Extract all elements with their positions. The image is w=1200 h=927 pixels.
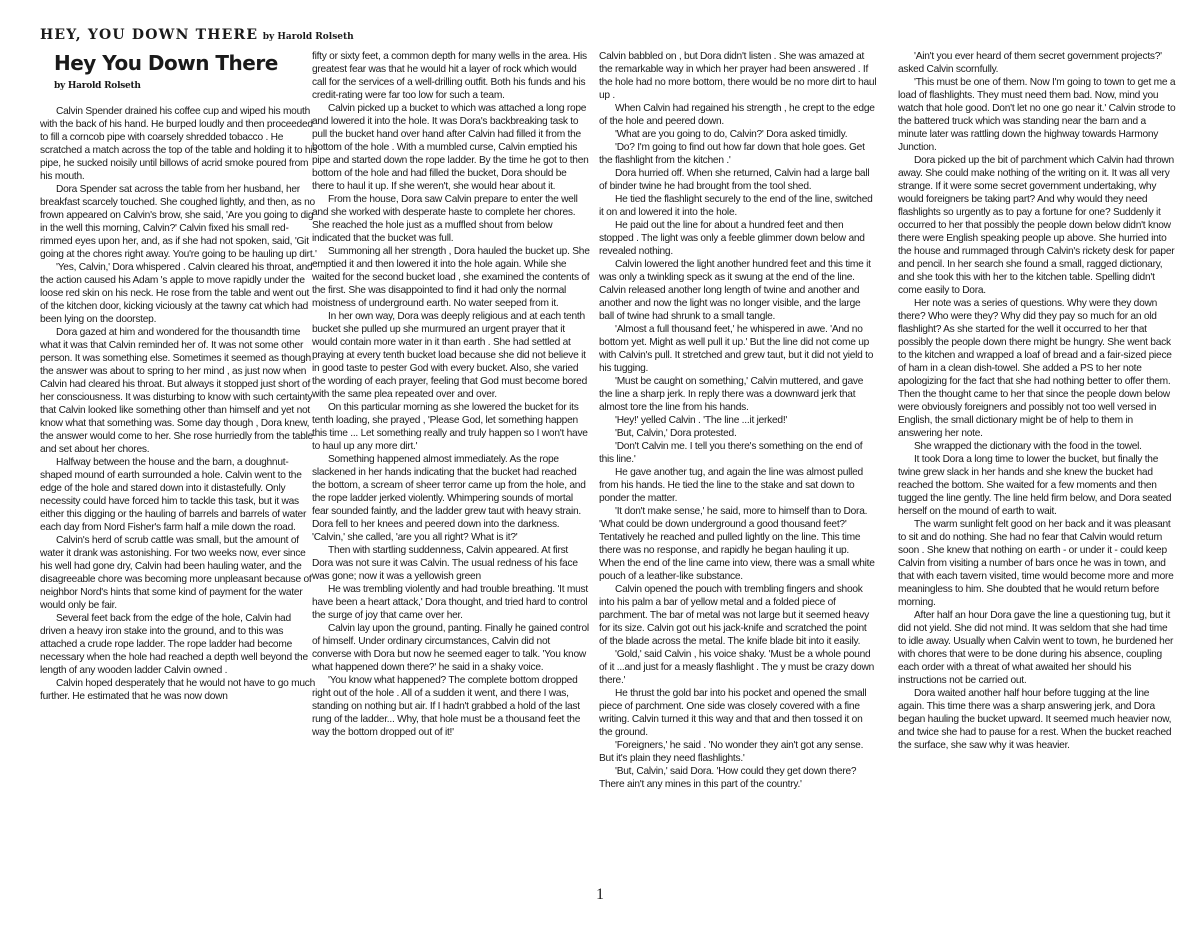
paragraph: Dora Spender sat across the table from her husband, her breakfast scarcely touched. She coughed lightly, and then, as no frown appeared on Calvin's brow, she said, 'Are you going to dig in the well this morning, Calvin?' Calvin fixed his small red-rimmed eyes upon her, and, as if she had not spoken, said, 'Git going at the chores right away. You're going to be hauling up dirt.' xyxy=(40,184,317,260)
paragraph: Halfway between the house and the barn, a doughnut-shaped mound of earth surrounded a hole. Calvin went to the edge of the hole and stared down into it distastefully. Only necessity could have forced him to tackle this task, but it was either this digging or the hauling of barrels and barrels of water each day from Nord Fisher's farm half a mile down the road. xyxy=(40,457,307,533)
paragraph: He tied the flashlight securely to the end of the line, switched it on and lowered it into the hole. xyxy=(599,194,873,218)
paragraph: 'But, Calvin,' Dora protested. xyxy=(615,428,737,439)
story-byline: by Harold Rolseth xyxy=(54,81,141,91)
paragraph: Calvin Spender drained his coffee cup and wiped his mouth with the back of his hand. He burped loudly and then proceeded to fill a corncob pipe with coarsely shredded tobacco . He scratched a match across the top of the table and holding it to his pipe, he sucked noisily until billows of acrid smoke poured from his mouth. xyxy=(40,106,318,182)
paragraph: Calvin hoped desperately that he would not have to go much further. He estimated that he was now down xyxy=(40,678,316,702)
paragraph: It took Dora a long time to lower the bucket, but finally the twine grew slack in her hands and she knew the bucket had reached the bottom. She waited for a few moments and then tugged the line gently. The line held firm below, and Dora seated herself on the mound of earth to wait. xyxy=(898,454,1172,517)
paragraph: From the house, Dora saw Calvin prepare to enter the well and she worked with desperate haste to complete her chores. She reached the hole just as a muffled shout from below indicated that the bucket was full. xyxy=(312,194,578,244)
paragraph: 'This must be one of them. Now I'm going to town to get me a load of flashlights. They must need them bad. Now, mind you watch that hole good. Don't let no one go near it.' Calvin strode to the battered truck which was standing near the barn and a minute later was rattling down the highway towards Harmony Junction. xyxy=(898,77,1176,153)
paragraph: He paid out the line for about a hundred feet and then stopped . The light was only a feeble glimmer down below and revealed nothing. xyxy=(599,220,865,257)
paragraph: The warm sunlight felt good on her back and it was pleasant to sit and do nothing. She had no fear that Calvin would return soon . She knew that nothing on earth - or under it - could keep Calvin from visiting a number of bars once he was in town, and that with each tavern visited, time would become more and more meaningless to him. She doubted that he would return before morning. xyxy=(898,519,1174,608)
paragraph: 'You know what happened? The complete bottom dropped right out of the hole . All of a sudden it went, and there I was, standing on nothing but air. If I hadn't grabbed a hold of the last rung of the ladder... Why, that hole must be a thousand feet the way the bottom dropped out of it!' xyxy=(312,675,581,738)
paragraph: Then with startling suddenness, Calvin appeared. At first Dora was not sure it was Calvin. The usual redness of his face was gone; now it was a yellowish green xyxy=(312,545,578,582)
paragraph: Calvin opened the pouch with trembling fingers and shook into his palm a bar of yellow metal and a folded piece of parchment. The bar of metal was not large but it seemed heavy for its size. Calvin got out his jack-knife and scratched the point of the blade across the metal. The knife blade bit into it easily. xyxy=(599,584,869,647)
paragraph: She wrapped the dictionary with the food in the towel. xyxy=(914,441,1142,452)
paragraph: 'Don't Calvin me. I tell you there's something on the end of this line.' xyxy=(599,441,863,465)
paragraph: He was trembling violently and had trouble breathing. 'It must have been a heart attack,' Dora thought, and tried hard to control the surge of joy that came over her. xyxy=(312,584,588,621)
paragraph: 'Foreigners,' he said . 'No wonder they ain't got any sense. But it's plain they need flashlights.' xyxy=(599,740,864,764)
paragraph: 'Ain't you ever heard of them secret government projects?' asked Calvin scornfully. xyxy=(898,51,1162,75)
paragraph: Calvin babbled on , but Dora didn't listen . She was amazed at the remarkable way in which her prayer had been answered . If the hole had no more bottom, there would be no more dirt to haul up . xyxy=(599,51,877,101)
paragraph: When Calvin had regained his strength , he crept to the edge of the hole and peered down. xyxy=(599,103,875,127)
story-title: Hey You Down There xyxy=(54,51,278,75)
column-2-body xyxy=(312,50,590,739)
paragraph: Dora picked up the bit of parchment which Calvin had thrown away. She could make nothing of the writing on it. It was all very strange. If it were some secret government undertaking, why would foreigners be taking part? And why would they need flashlights so urgently as to pay a fortune for one? Suddenly it occurred to her that possibly the people down below didn't know there were English speaking people up above. She hurried into the house and rummaged through Calvin's rickety desk for paper and pencil. In her search she found a small, ragged dictionary, and she took this with her to the kitchen table. Spelling didn't come easily to Dora. xyxy=(898,155,1175,296)
column-4-body xyxy=(898,50,1176,752)
paragraph: On this particular morning as she lowered the bucket for its tenth loading, she prayed , 'Please God, let something happen this time ... Let something really and truly happen so I won't have to haul up any more dirt.' xyxy=(312,402,588,452)
paragraph: Calvin picked up a bucket to which was attached a long rope and lowered it into the hole. It was Dora's backbreaking task to pull the bucket hand over hand after Calvin had filled it from the bottom of the hole . With a mumbled curse, Calvin emptied his pipe and started down the rope ladder. By the time he got to then bottom of the hole and had filled the bucket, Dora should be there to haul it up. If she weren't, she would hear about it. xyxy=(312,103,589,192)
paragraph: 'But, Calvin,' said Dora. 'How could they get down there? There ain't any mines in this part of the country.' xyxy=(599,766,857,790)
paragraph: After half an hour Dora gave the line a questioning tug, but it did not yield. She did not mind. It was seldom that she had time to idle away. Usually when Calvin went to town, he burdened her with chores that were to be done during his absence, coupling each order with a threat of what awaited her should his instructions not be carried out. xyxy=(898,610,1174,686)
paragraph: Several feet back from the edge of the hole, Calvin had driven a heavy iron stake into the ground, and to this was attached a crude rope ladder. The rope ladder had become necessary when the hole had reached a depth well beyond the length of any wooden ladder Calvin owned . xyxy=(40,613,308,676)
paragraph: He gave another tug, and again the line was almost pulled from his hands. He tied the line to the stake and sat down to ponder the matter. xyxy=(599,467,863,504)
column-3-body xyxy=(599,50,877,791)
paragraph: Dora hurried off. When she returned, Calvin had a large ball of binder twine he had brought from the tool shed. xyxy=(599,168,870,192)
paragraph: fifty or sixty feet, a common depth for many wells in the area. His greatest fear was that he would hit a layer of rock which would call for the services of a well-drilling outfit. Both his funds and his credit-rating were far too low for such a team. xyxy=(312,51,587,101)
paragraph: Calvin lowered the light another hundred feet and this time it was only a twinkling speck as it swung at the end of the line. Calvin released another long length of twine and another and another and now the light was no longer visible, and the large ball of twine had shrunk to a small tangle. xyxy=(599,259,871,322)
column-1-body xyxy=(40,105,318,703)
paragraph: Something happened almost immediately. As the rope slackened in her hands indicating that the bucket had reached the bottom, a scream of sheer terror came up from the hole, and the rope ladder jerked violently. Whimpering sounds of mortal fear sounded faintly, and the ladder grew taut with heavy strain. Dora fell to her knees and peered down into the darkness. 'Calvin,' she called, 'are you all right? What is it?' xyxy=(312,454,586,543)
paragraph: Dora waited another half hour before tugging at the line again. This time there was a sharp answering jerk, and Dora began hauling the bucket upward. It seemed much heavier now, and twice she had to pause for a rest. When the bucket reached the surface, she saw why it was heavier. xyxy=(898,688,1172,751)
running-head xyxy=(40,26,354,44)
paragraph: Dora gazed at him and wondered for the thousandth time what it was that Calvin reminded her of. It was not some other person. It was something else. Sometimes it seemed as though the answer was about to spring to her mind , as just now when Calvin had cleared his throat. But always it stopped just short of her consciousness. It was disturbing to know with such certainty that Calvin looked like something other than himself and yet not know what that something was. Some day though , Dora knew, the answer would come to her. She rose hurriedly from the table and set about her chores. xyxy=(40,327,314,455)
running-head-title: HEY, YOU DOWN THERE xyxy=(40,27,259,43)
column-3 xyxy=(599,50,877,791)
paragraph: Her note was a series of questions. Why were they down there? Who were they? Why did they pay so much for an old flashlight? As she started for the well it occurred to her that possibly the people down there might be hungry. She went back to the kitchen and wrapped a loaf of bread and a fair-sized piece of ham in a clean dish-towel. She added a PS to her note apologizing for the fact that she had nothing better to offer them. Then the thought came to her that since the people down below were obviously foreigners and possibly not too well versed in English, the small dictionary might be of help to them in answering her note. xyxy=(898,298,1172,439)
column-2 xyxy=(312,50,590,739)
paragraph: In her own way, Dora was deeply religious and at each tenth bucket she pulled up she murmured an urgent prayer that it would contain more water in it than earth . She had settled at praying at every tenth bucket load because she did not believe it in good taste to pester God with every bucket. Also, she varied the wording of each prayer, feeling that God must become bored with the same plea repeated over and over. xyxy=(312,311,588,400)
paragraph: 'Almost a full thousand feet,' he whispered in awe. 'And no bottom yet. Might as well pull it up.' But the line did not come up with Calvin's pull. It stretched and grew taut, but it did not yield to his tugging. xyxy=(599,324,874,374)
column-4 xyxy=(898,50,1176,752)
paragraph: 'Gold,' said Calvin , his voice shaky. 'Must be a whole pound of it ...and just for a measly flashlight . The y must be crazy down there.' xyxy=(599,649,874,686)
paragraph: 'What are you going to do, Calvin?' Dora asked timidly. xyxy=(615,129,848,140)
paragraph: 'Yes, Calvin,' Dora whispered . Calvin cleared his throat, and the action caused his Adam 's apple to move rapidly under the loose red skin on his neck. He rose from the table and went out of the kitchen door, kicking viciously at the tawny cat which had been lying on the doorstep. xyxy=(40,262,313,325)
paragraph: He thrust the gold bar into his pocket and opened the small piece of parchment. One side was closely covered with a fine writing. Calvin turned it this way and that and then tossed it on the ground. xyxy=(599,688,867,738)
paragraph: Summoning all her strength , Dora hauled the bucket up. She emptied it and then lowered it into the hole again. While she waited for the second bucket load , she examined the contents of the first. She was disappointed to find it had only the normal moistness of underground earth. No water seeped from it. xyxy=(312,246,590,309)
page-number: 1 xyxy=(596,886,604,903)
paragraph: Calvin lay upon the ground, panting. Finally he gained control of himself. Under ordinary circumstances, Calvin did not converse with Dora but now he seemed eager to talk. 'You know what happened down there?' he said in a shaky voice. xyxy=(312,623,589,673)
running-head-byline: by Harold Rolseth xyxy=(262,32,354,42)
paragraph: 'It don't make sense,' he said, more to himself than to Dora. 'What could be down underground a good thousand feet?' Tentatively he reached and pulled lightly on the line. This time there was no response, and rapidly he began hauling it up. When the end of the line came into view, there was a small white pouch of a leather-like substance. xyxy=(599,506,875,582)
paragraph: Calvin's herd of scrub cattle was small, but the amount of water it drank was astonishing. For two weeks now, ever since his well had gone dry, Calvin had been hauling water, and the disagreeable chore was becoming more unpleasant because of neighbor Nord's hints that some kind of payment for the water would only be fair. xyxy=(40,535,312,611)
column-1 xyxy=(40,52,318,703)
paragraph: 'Hey!' yelled Calvin . 'The line ...it jerked!' xyxy=(615,415,788,426)
paragraph: 'Do? I'm going to find out how far down that hole goes. Get the flashlight from the kitchen .' xyxy=(599,142,865,166)
paragraph: 'Must be caught on something,' Calvin muttered, and gave the line a sharp jerk. In reply there was a downward jerk that almost tore the line from his hands. xyxy=(599,376,864,413)
